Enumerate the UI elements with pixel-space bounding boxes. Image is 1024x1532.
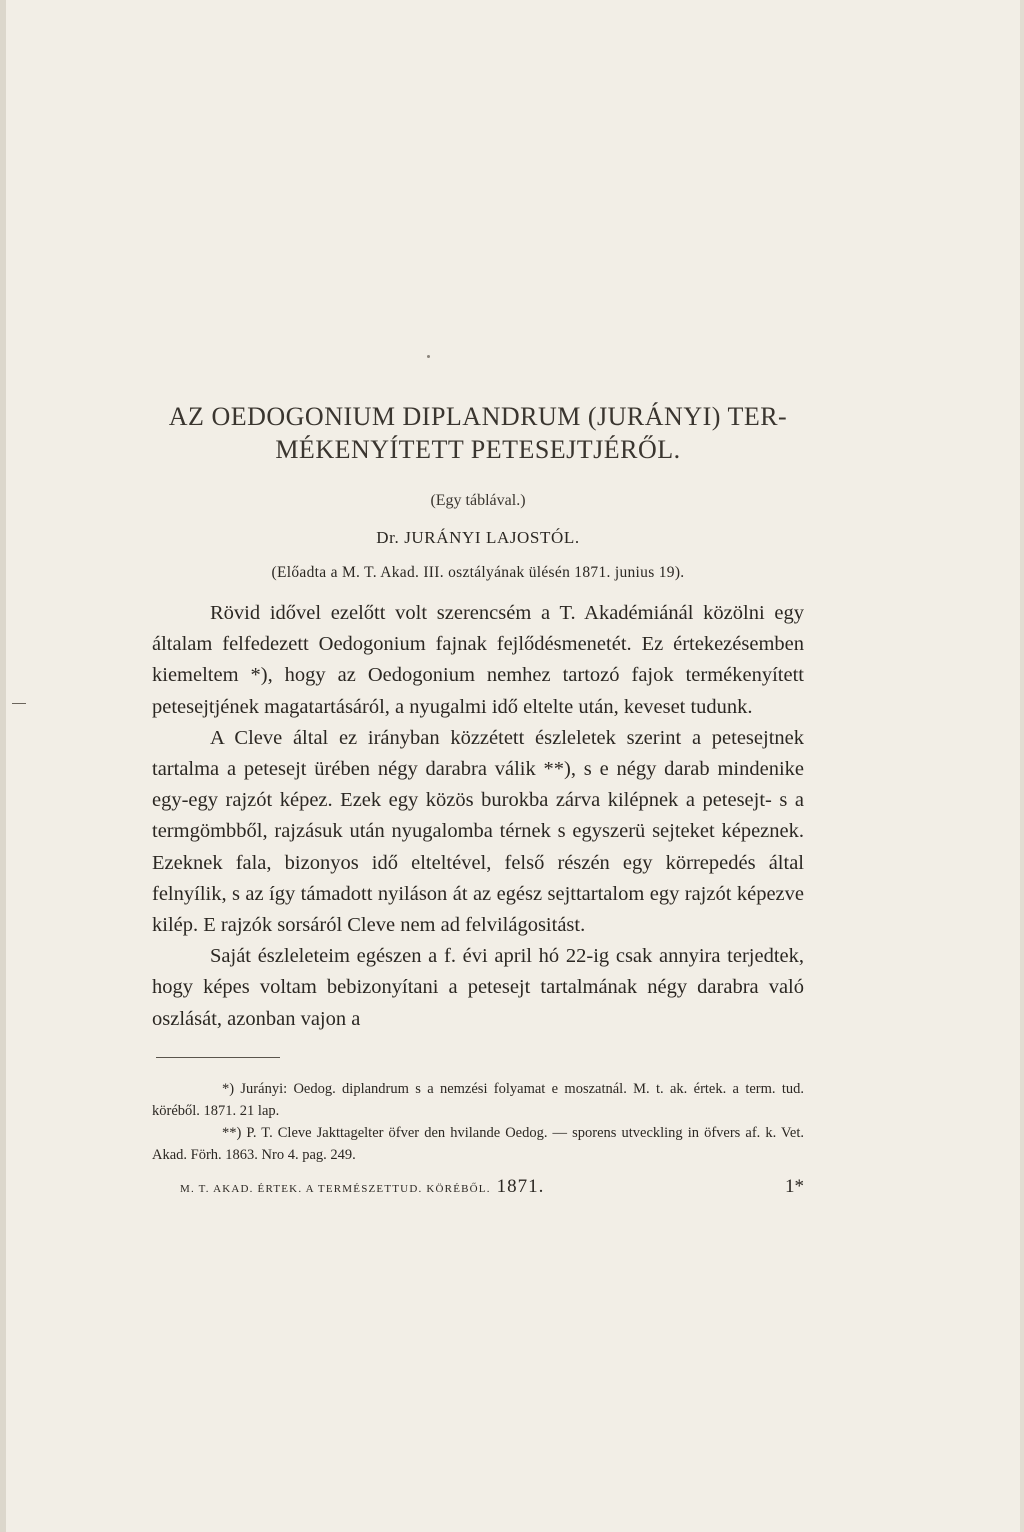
series-title [152,1176,544,1198]
article-subtitle: (Egy táblával.) [430,492,526,509]
paragraph-3: Saját észleleteim egészen a f. évi april hó 22-ig csak annyira terjedtek, hogy képes voltam bebizonyítani a petesejt tartalmának négy darabra való oszlását, azonban vajon a [152,945,804,1030]
footnote-2: **) P. T. Cleve Jakttagelter öfver den hvilande Oedog. — sporens utveckling in öfvers af. k. Vet. Akad. Förh. 1863. Nro 4. pag. 249. [152,1124,804,1163]
presentation-note: (Előadta a M. T. Akad. III. osztályának ülésén 1871. junius 19). [271,564,685,581]
footnote-1: *) Jurányi: Oedog. diplandrum s a nemzési folyamat e moszatnál. M. t. ak. értek. a term. tud. köréből. 1871. 21 lap. [152,1080,804,1119]
footnotes [152,1078,804,1166]
signature-mark: 1* [785,1175,804,1197]
paragraph-2: A Cleve által ez irányban közzétett észleletek szerint a petesejtnek tartalma a petesejt ürében négy darabra válik **), s e négy darab mindenike egy-egy rajzót képez. Ezek egy közös burokba zárva kilépnek a petesejt- s a termgömbből, rajzásuk után nyugalomba térnek s egyszerü sejteket képeznek. Ezeknek fala, bizonyos idő elteltével, felső részén egy körrepedés által felnyílik, s az így támadott nyiláson át az egész sejttartalom egy rajzót képezve kilép. E rajzók sorsáról Cleve nem ad felvilágositást. [152,726,804,937]
title-line-1: AZ OEDOGONIUM DIPLANDRUM (JURÁNYI) TER- [168,402,788,431]
article [152,400,804,1198]
title-line-2: MÉKENYÍTETT PETESEJTJÉRŐL. [275,435,681,464]
series-year: 1871. [496,1175,545,1197]
article-title [152,400,804,466]
article-body [152,598,804,1035]
margin-tick [12,703,26,704]
paragraph-1: Rövid idővel ezelőtt volt szerencsém a T. Akadémiánál közölni egy általam felfedezett Oedogonium fajnak fejlődésmenetét. Ez értekezésemben kiemeltem *), hogy az Oedogonium nemhez tartozó fajok termékenyített petesejtjének magatartásáról, a nyugalmi idő eltelte után, keveset tudunk. [152,602,804,718]
speck-mark [427,355,430,358]
page-footer [152,1176,804,1198]
article-author: Dr. JURÁNYI LAJOSTÓL. [376,528,580,547]
series-name: M. T. AKAD. ÉRTEK. A TERMÉSZETTUD. KÖRÉBŐL. [180,1182,491,1195]
footnote-divider [156,1057,280,1058]
